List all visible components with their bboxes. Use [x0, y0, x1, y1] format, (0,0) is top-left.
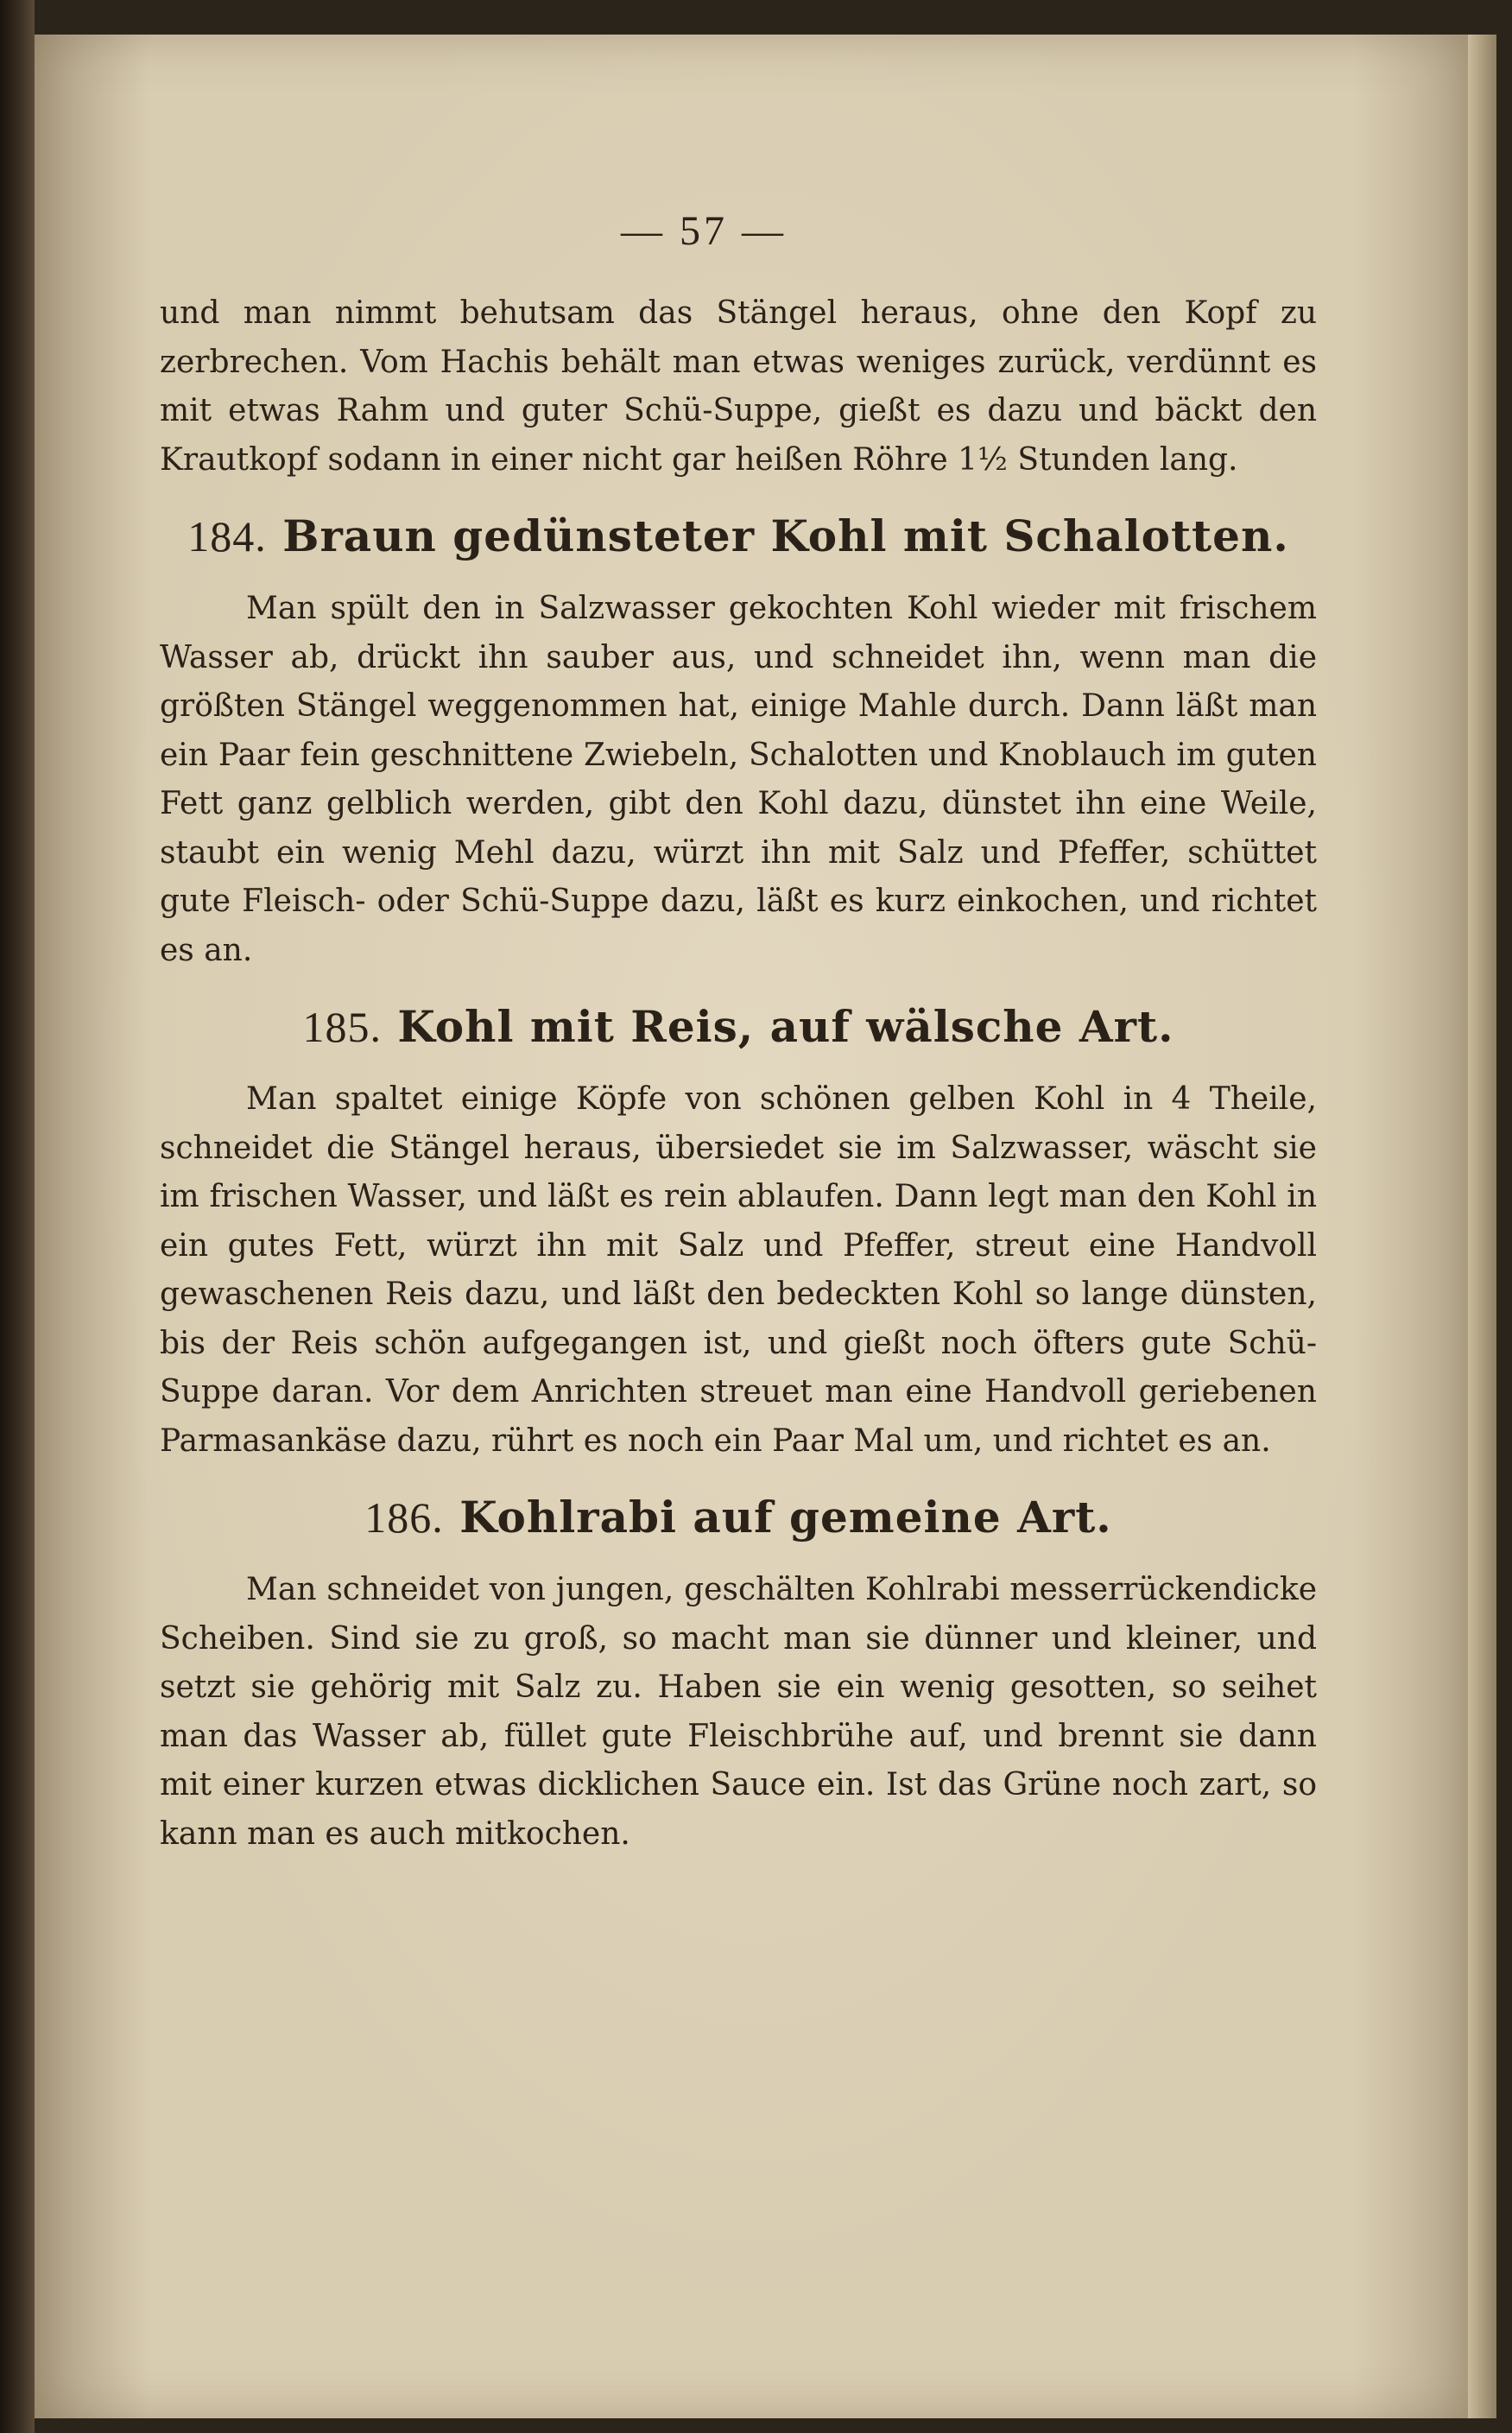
recipe-185-number: 185.: [302, 1003, 382, 1051]
recipe-185-heading: [160, 1001, 1317, 1053]
recipe-185-text: Man spaltet einige Köpfe von schönen gelben Kohl in 4 Theile, schneidet die Stängel heraus, übersiedet sie im Salzwasser, wäscht sie im frischen Wasser, und läßt es rein ablaufen. Dann legt man den Kohl in ein gutes Fett, würzt ihn mit Salz und Pfeffer, streut eine Handvoll gewaschenen Reis dazu, und läßt den bedeckten Kohl so lange dünsten, bis der Reis schön aufgegangen ist, und gießt noch öfters gute Schü-Suppe daran. Vor dem Anrichten streuet man eine Handvoll geriebenen Parmasankäse dazu, rührt es noch ein Paar Mal um, und richtet es an.: [160, 1081, 1317, 1459]
book-binding: [0, 0, 35, 2433]
page-content: [160, 207, 1317, 1859]
recipe-184-heading: [160, 510, 1317, 562]
recipe-186-title: Kohlrabi auf gemeine Art.: [459, 1492, 1112, 1543]
intro-paragraph: und man nimmt behutsam das Stängel heraus, ohne den Kopf zu zerbrechen. Vom Hachis behält man etwas weniges zurück, verdünnt es mit etwas Rahm und guter Schü-Suppe, gießt es dazu und bäckt den Krautkopf sodann in einer nicht gar heißen Röhre 1½ Stunden lang.: [160, 295, 1317, 478]
recipe-184-number: 184.: [187, 512, 267, 561]
recipe-184-text: Man spült den in Salzwasser gekochten Kohl wieder mit frischem Wasser ab, drückt ihn sauber aus, und schneidet ihn, wenn man die größten Stängel weggenommen hat, einige Mahle durch. Dann läßt man ein Paar fein geschnittene Zwiebeln, Schalotten und Knoblauch im guten Fett ganz gelblich werden, gibt den Kohl dazu, dünstet ihn eine Weile, staubt ein wenig Mehl dazu, würzt ihn mit Salz und Pfeffer, schüttet gute Fleisch- oder Schü-Suppe dazu, läßt es kurz einkochen, und richtet es an.: [160, 591, 1317, 968]
recipe-184-title: Braun gedünsteter Kohl mit Schalotten.: [282, 510, 1289, 561]
page-edge: [1468, 35, 1496, 2418]
recipe-186-text: Man schneidet von jungen, geschälten Kohlrabi messerrückendicke Scheiben. Sind sie zu groß, so macht man sie dünner und kleiner, und setzt sie gehörig mit Salz zu. Haben sie ein wenig gesotten, so seihet man das Wasser ab, füllet gute Fleischbrühe auf, und brennt sie dann mit einer kurzen etwas dicklichen Sauce ein. Ist das Grüne noch zart, so kann man es auch mitkochen.: [160, 1572, 1317, 1852]
page-number: — 57 —: [621, 208, 787, 254]
recipe-186-number: 186.: [364, 1493, 444, 1542]
recipe-185-title: Kohl mit Reis, auf wälsche Art.: [397, 1001, 1174, 1052]
recipe-186-heading: [160, 1492, 1317, 1543]
